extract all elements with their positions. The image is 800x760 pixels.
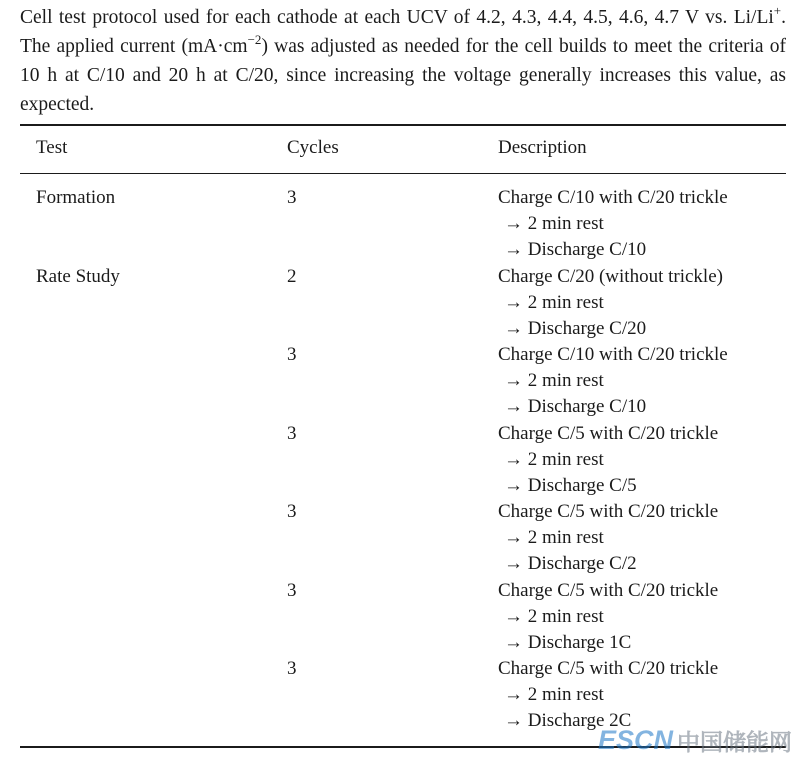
table-header-rule bbox=[20, 173, 786, 174]
description-step-discharge: → Discharge C/20 bbox=[504, 317, 647, 339]
caption-text: . The applied current (mA·cm bbox=[20, 7, 786, 57]
cell-description bbox=[498, 578, 718, 656]
cell-cycles: 2 bbox=[287, 265, 297, 287]
cell-cycles: 3 bbox=[287, 658, 297, 679]
description-step-rest: → 2 min rest bbox=[504, 370, 604, 391]
description-step-rest: → 2 min rest bbox=[504, 684, 604, 705]
description-step-charge: Charge C/5 with C/20 trickle bbox=[498, 579, 719, 601]
description-step-rest: → 2 min rest bbox=[504, 213, 604, 234]
caption-text: Cell test protocol used for each cathode at each UCV of 4.2, 4.3, 4.4, 4.5, 4.6, 4.7 V vs. Li/Li bbox=[20, 7, 774, 28]
table-top-rule bbox=[20, 124, 786, 126]
cell-description bbox=[498, 264, 723, 342]
cell-test: Formation bbox=[36, 187, 116, 208]
description-step-rest: → 2 min rest bbox=[504, 605, 604, 627]
cell-description bbox=[498, 656, 718, 734]
description-step-discharge: → Discharge 1C bbox=[504, 631, 632, 653]
description-step-charge: Charge C/5 with C/20 trickle bbox=[498, 422, 719, 444]
description-step-charge: Charge C/10 with C/20 trickle bbox=[498, 187, 728, 208]
cell-cycles: 3 bbox=[287, 422, 297, 444]
cell-description bbox=[498, 499, 718, 577]
cell-description bbox=[498, 342, 728, 420]
description-step-charge: Charge C/10 with C/20 trickle bbox=[498, 344, 728, 365]
caption-superscript: −2 bbox=[247, 31, 262, 47]
cell-description bbox=[498, 185, 728, 263]
description-step-rest: → 2 min rest bbox=[504, 527, 604, 548]
description-step-charge: Charge C/5 with C/20 trickle bbox=[498, 658, 719, 679]
description-step-rest: → 2 min rest bbox=[504, 448, 604, 470]
watermark-logo bbox=[598, 724, 792, 756]
caption-superscript: + bbox=[773, 2, 782, 18]
watermark-cjk: 中国储能网 bbox=[677, 728, 792, 755]
description-step-charge: Charge C/20 (without trickle) bbox=[498, 265, 723, 287]
cell-cycles: 3 bbox=[287, 579, 297, 601]
cell-test: Rate Study bbox=[36, 265, 120, 287]
description-step-charge: Charge C/5 with C/20 trickle bbox=[498, 501, 719, 522]
description-step-discharge: → Discharge C/10 bbox=[504, 396, 647, 417]
header-cycles: Cycles bbox=[287, 137, 339, 158]
watermark-latin: ESCN bbox=[597, 724, 673, 755]
cell-description bbox=[498, 421, 718, 499]
caption-text: ) was adjusted as needed for the cell builds to meet the criteria of 10 h at C/10 and 20 h at C/20, since increasing the voltage generally increases this value, as expected. bbox=[20, 36, 786, 115]
description-step-discharge: → Discharge 2C bbox=[504, 710, 632, 731]
cell-cycles: 3 bbox=[287, 344, 297, 365]
description-step-rest: → 2 min rest bbox=[504, 291, 604, 313]
description-step-discharge: → Discharge C/2 bbox=[504, 553, 637, 574]
description-step-discharge: → Discharge C/10 bbox=[504, 239, 647, 260]
header-test: Test bbox=[36, 137, 68, 158]
description-step-discharge: → Discharge C/5 bbox=[504, 474, 637, 496]
cell-cycles: 3 bbox=[287, 501, 297, 522]
table-caption bbox=[20, 3, 786, 119]
header-description: Description bbox=[498, 137, 587, 158]
cell-cycles: 3 bbox=[287, 187, 297, 208]
